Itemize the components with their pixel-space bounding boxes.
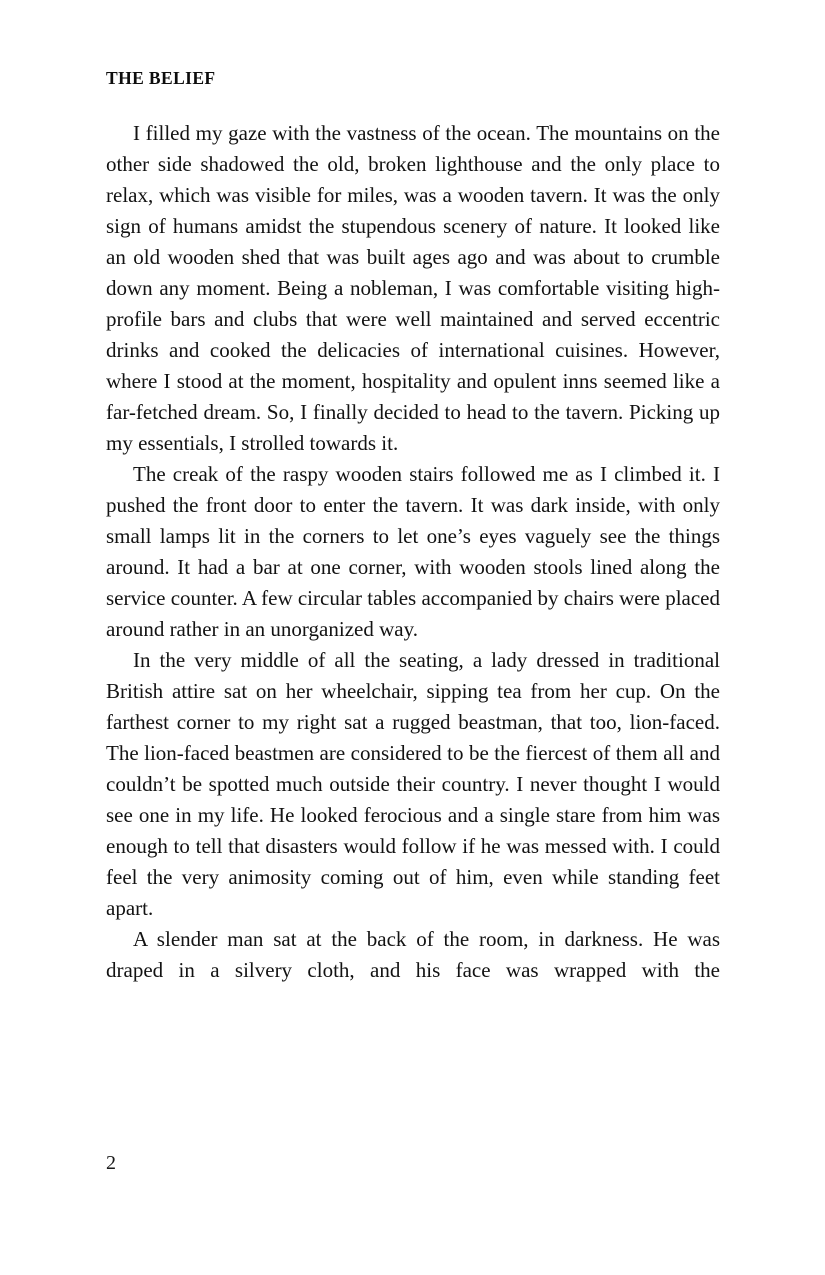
- running-header: THE BELIEF: [106, 68, 216, 88]
- paragraph-2: The creak of the raspy wooden stairs followed me as I climbed it. I pushed the front door to enter the tavern. It was dark inside, with only small lamps lit in the corners to let one’s eyes vaguely see the things around. It had a bar at one corner, with wooden stools lined along the service counter. A few circular tables accompanied by chairs were placed around rather in an unorganized way.: [106, 462, 720, 641]
- paragraph-3: In the very middle of all the seating, a lady dressed in traditional British attire sat on her wheelchair, sipping tea from her cup. On the farthest corner to my right sat a rugged beastman, that too, lion-faced. The lion-faced beastmen are considered to be the fiercest of them all and couldn’t be spotted much outside their country. I never thought I would see one in my life. He looked ferocious and a single stare from him was enough to tell that disasters would follow if he was messed with. I could feel the very animosity coming out of him, even while standing feet apart.: [106, 648, 720, 920]
- body-text-column: [106, 118, 720, 1017]
- paragraph-1: I filled my gaze with the vastness of the ocean. The mountains on the other side shadowed the old, broken lighthouse and the only place to relax, which was visible for miles, was a wooden tavern. It was the only sign of humans amidst the stupendous scenery of nature. It looked like an old wooden shed that was built ages ago and was about to crumble down any moment. Being a nobleman, I was comfortable visiting high-profile bars and clubs that were well maintained and served eccentric drinks and cooked the delicacies of international cuisines. However, where I stood at the moment, hospitality and opulent inns seemed like a far-fetched dream. So, I finally decided to head to the tavern. Picking up my essentials, I strolled towards it.: [106, 121, 720, 455]
- page-number: 2: [106, 1152, 116, 1174]
- paragraph-4: A slender man sat at the back of the room, in darkness. He was draped in a silvery cloth, and his face was wrapped with the: [106, 927, 720, 982]
